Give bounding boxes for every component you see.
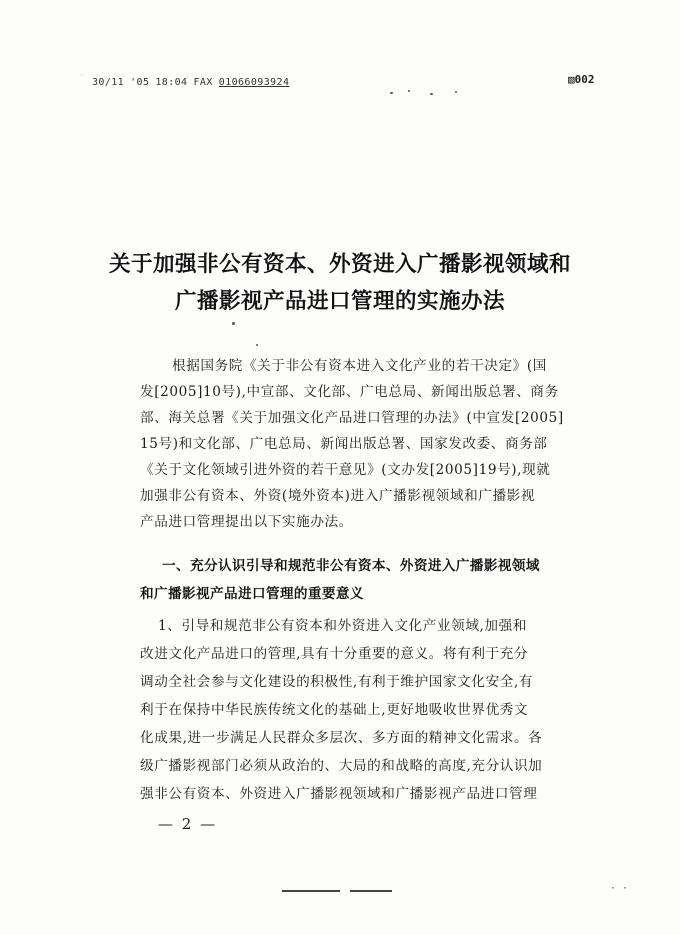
page-number: — 2 — <box>158 815 218 833</box>
section-body-line: 化成果,进一步满足人民群众多层次、多方面的精神文化需求。各 <box>140 730 543 746</box>
body-line: 产品进口管理提出以下实施办法。 <box>140 514 353 530</box>
body-line: 发[2005]10号),中宣部、文化部、广电总局、新闻出版总署、商务 <box>140 384 559 400</box>
scan-speck <box>430 93 433 95</box>
document-title-line-2: 广播影视产品进口管理的实施办法 <box>174 289 505 314</box>
scan-speck <box>390 92 393 94</box>
body-line: 15号)和文化部、广电总局、新闻出版总署、国家发改委、商务部 <box>140 436 548 452</box>
section-body-line: 利于在保持中华民族传统文化的基础上,更好地吸收世界优秀文 <box>140 702 529 718</box>
fax-page-code-text: 002 <box>574 73 595 86</box>
fax-number: 01066093924 <box>218 77 290 88</box>
section-body-line: 调动全社会参与文化建设的积极性,有利于维护国家文化安全,有 <box>140 674 534 690</box>
fax-page-code <box>568 73 595 86</box>
section-body-line: 改进文化产品进口的管理,具有十分重要的意义。将有利于充分 <box>140 646 529 662</box>
body-line: 根据国务院《关于非公有资本进入文化产业的若干决定》(国 <box>172 358 547 374</box>
fax-page-icon: ▧ <box>568 73 575 86</box>
scan-speck <box>455 91 457 93</box>
footer-scan-mark <box>350 890 392 892</box>
fax-label: FAX <box>193 77 213 88</box>
footer-scan-mark <box>282 890 340 892</box>
scan-speck <box>256 344 258 346</box>
body-line: 加强非公有资本、外资(境外资本)进入广播影视领域和广播影视 <box>140 488 536 504</box>
footer-scan-text: · · <box>610 883 629 894</box>
fax-time: 18:04 <box>155 77 188 88</box>
section-heading-line-1: 一、充分认识引导和规范非公有资本、外资进入广播影视领域 <box>162 558 540 574</box>
scan-speck <box>232 322 235 325</box>
fax-header <box>92 77 295 88</box>
scan-speck <box>408 90 410 92</box>
section-heading-line-2: 和广播影视产品进口管理的重要意义 <box>140 586 364 602</box>
fax-date: 30/11 <box>92 77 125 88</box>
section-body-line: 强非公有资本、外资进入广播影视领域和广播影视产品进口管理 <box>140 786 538 802</box>
body-line: 部、海关总署《关于加强文化产品进口管理的办法》(中宣发[2005] <box>140 410 564 426</box>
body-line: 《关于文化领域引进外资的若干意见》(文办发[2005]19号),现就 <box>140 462 551 478</box>
document-title-line-1: 关于加强非公有资本、外资进入广播影视领域和 <box>108 252 571 277</box>
fax-year: '05 <box>130 77 150 88</box>
section-body-line: 级广播影视部门必须从政治的、大局的和战略的高度,充分认识加 <box>140 758 543 774</box>
section-body-line: 1、引导和规范非公有资本和外资进入文化产业领域,加强和 <box>158 618 528 634</box>
